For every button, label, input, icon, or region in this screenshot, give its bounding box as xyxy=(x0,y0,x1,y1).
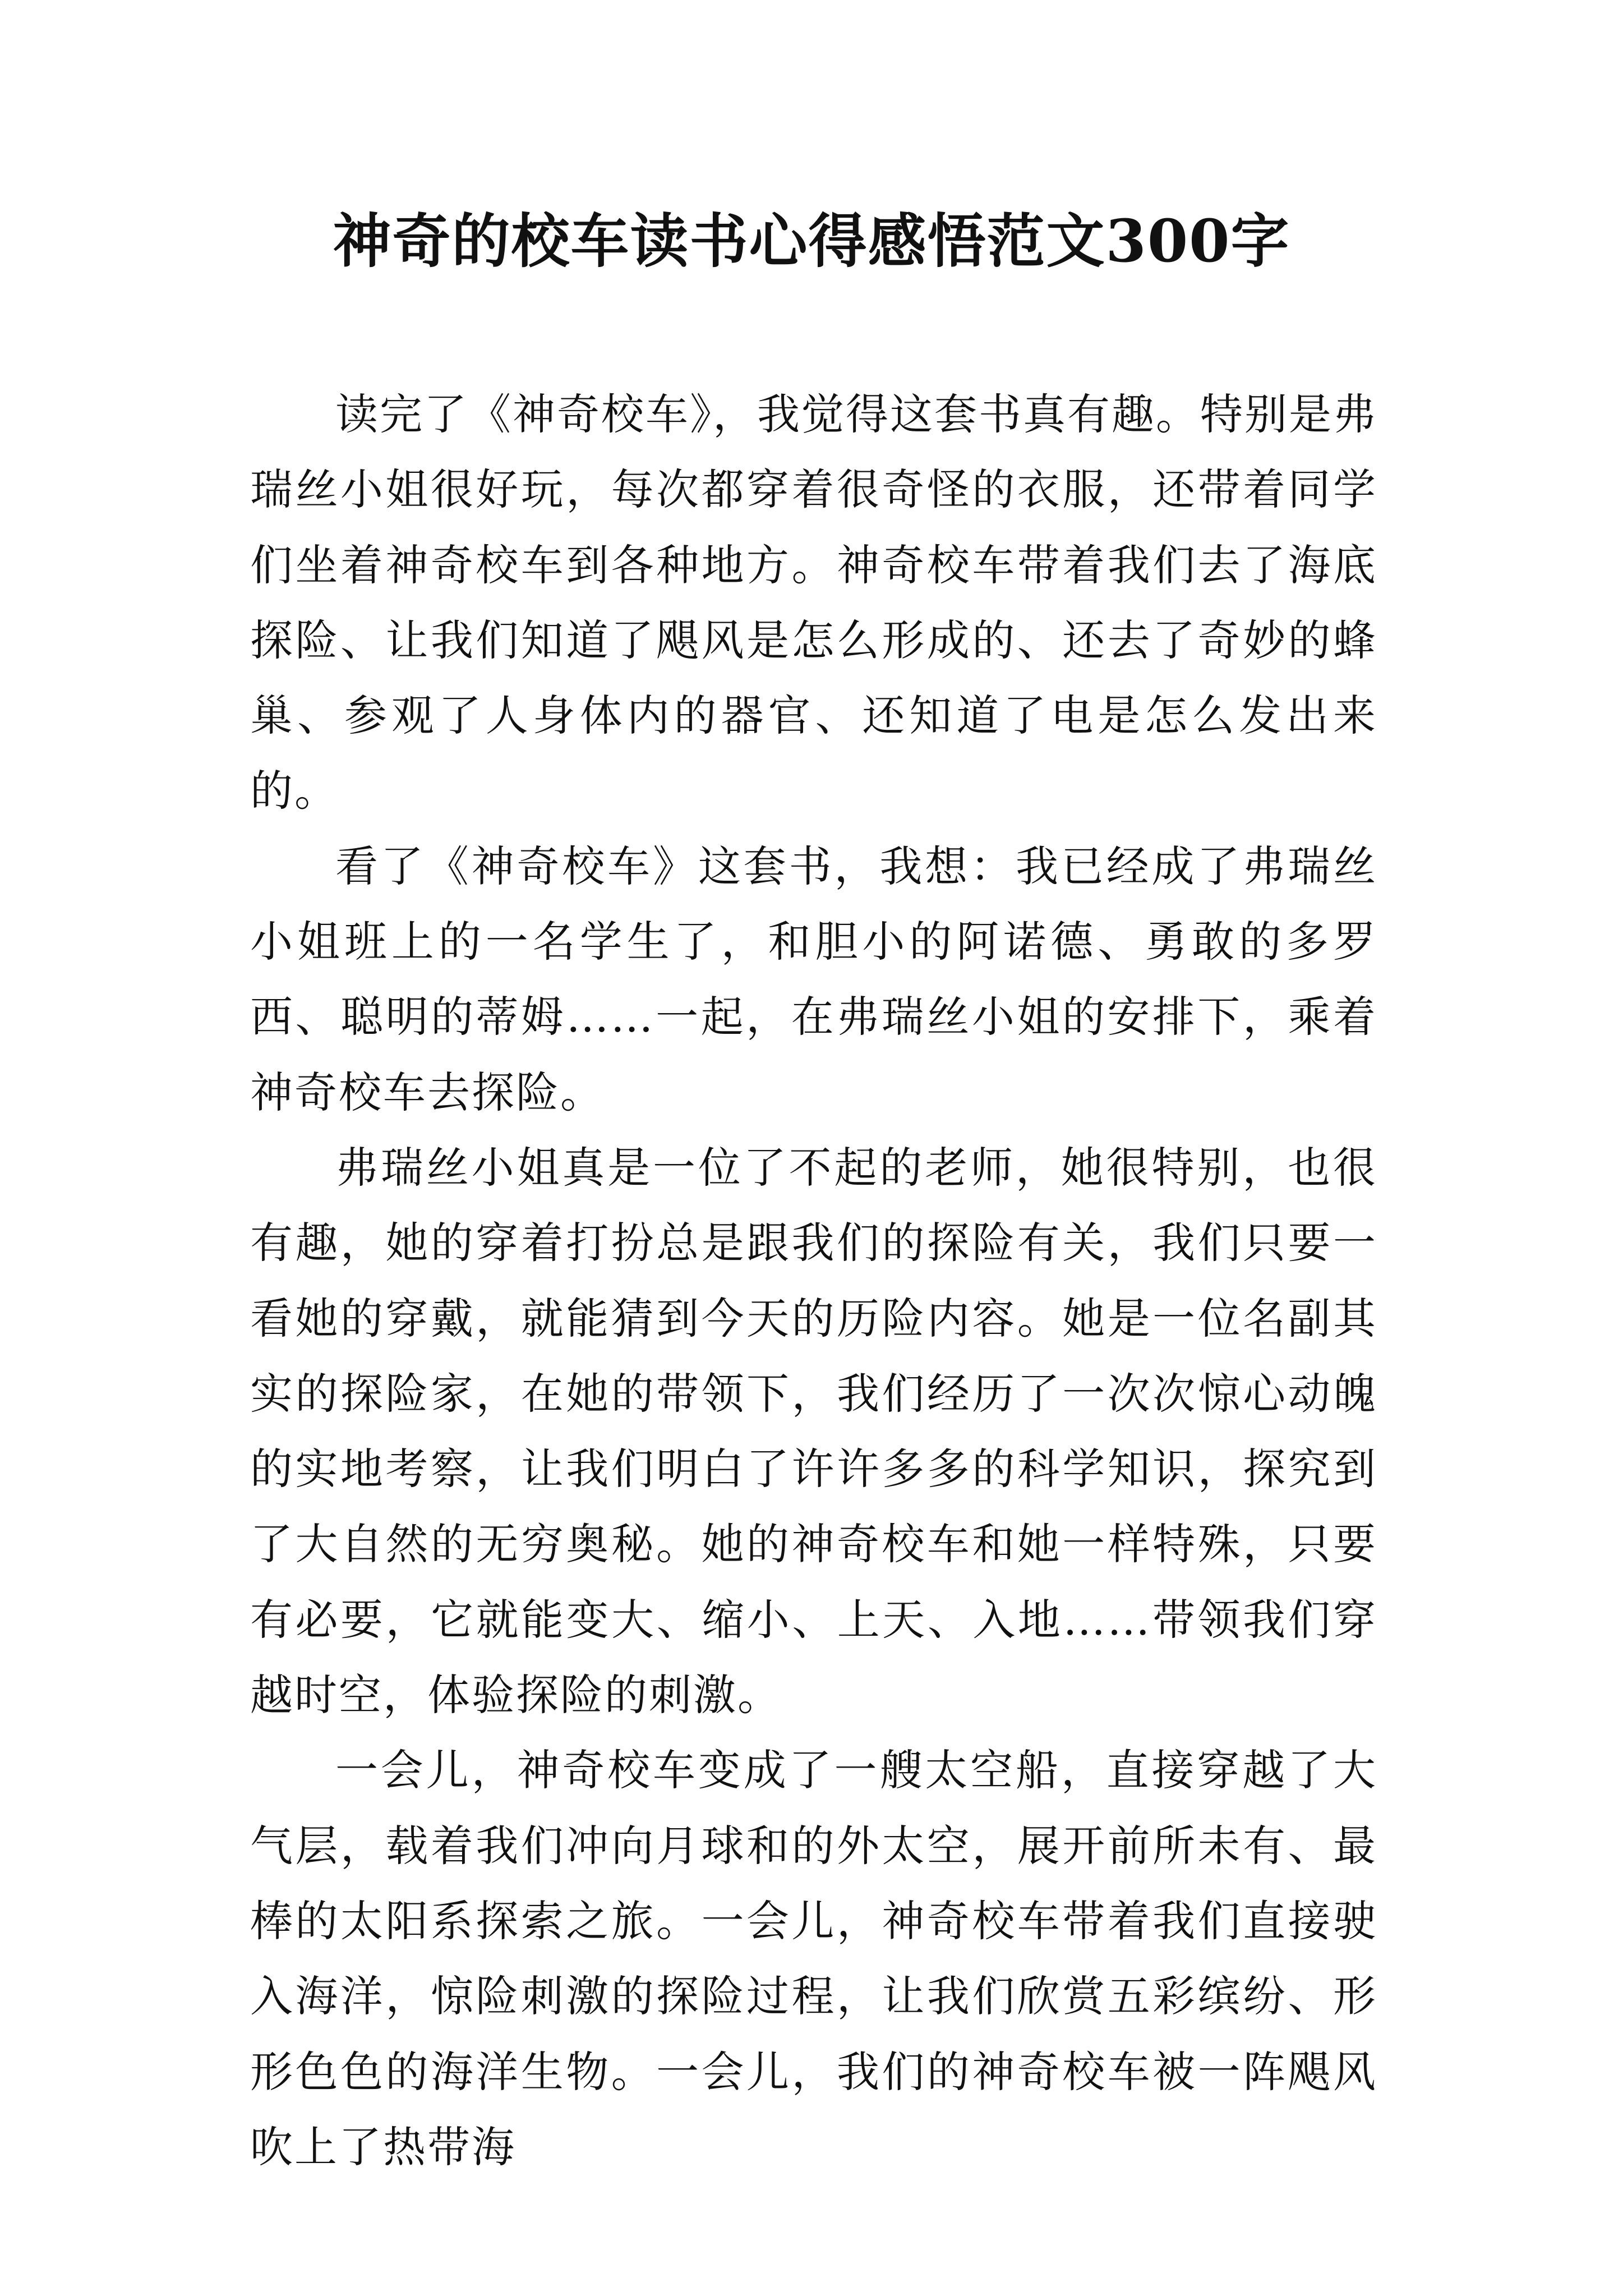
document-title: 神奇的校车读书心得感悟范文300字 xyxy=(333,206,1290,275)
paragraph-3: 弗瑞丝小姐真是一位了不起的老师，她很特别，也很有趣，她的穿着打扮总是跟我们的探险有关，我们只要一看她的穿戴，就能猜到今天的历险内容。她是一位名副其实的探险家，在她的带领下，我们经历了一次次惊心动魄的实地考察，让我们明白了许许多多的科学知识，探究到了大自然的无穷奥秘。她的神奇校车和她一样特殊，只要有必要，它就能变大、缩小、上天、入地……带领我们穿越时空，体验探险的刺激。 xyxy=(250,1142,1377,1720)
document-body xyxy=(250,377,1377,2185)
paragraph-1: 读完了《神奇校车》，我觉得这套书真有趣。特别是弗瑞丝小姐很好玩，每次都穿着很奇怪的衣服，还带着同学们坐着神奇校车到各种地方。神奇校车带着我们去了海底探险、让我们知道了飓风是怎么形成的、还去了奇妙的蜂巢、参观了人身体内的器官、还知道了电是怎么发出来的。 xyxy=(250,389,1377,816)
paragraph-2: 看了《神奇校车》这套书，我想：我已经成了弗瑞丝小姐班上的一名学生了，和胆小的阿诺德、勇敢的多罗西、聪明的蒂姆……一起，在弗瑞丝小姐的安排下，乘着神奇校车去探险。 xyxy=(250,841,1377,1117)
paragraph-4: 一会儿，神奇校车变成了一艘太空船，直接穿越了大气层，载着我们冲向月球和的外太空，展开前所未有、最棒的太阳系探索之旅。一会儿，神奇校车带着我们直接驶入海洋，惊险刺激的探险过程，让我们欣赏五彩缤纷、形形色色的海洋生物。一会儿，我们的神奇校车被一阵飓风吹上了热带海 xyxy=(250,1745,1377,2172)
